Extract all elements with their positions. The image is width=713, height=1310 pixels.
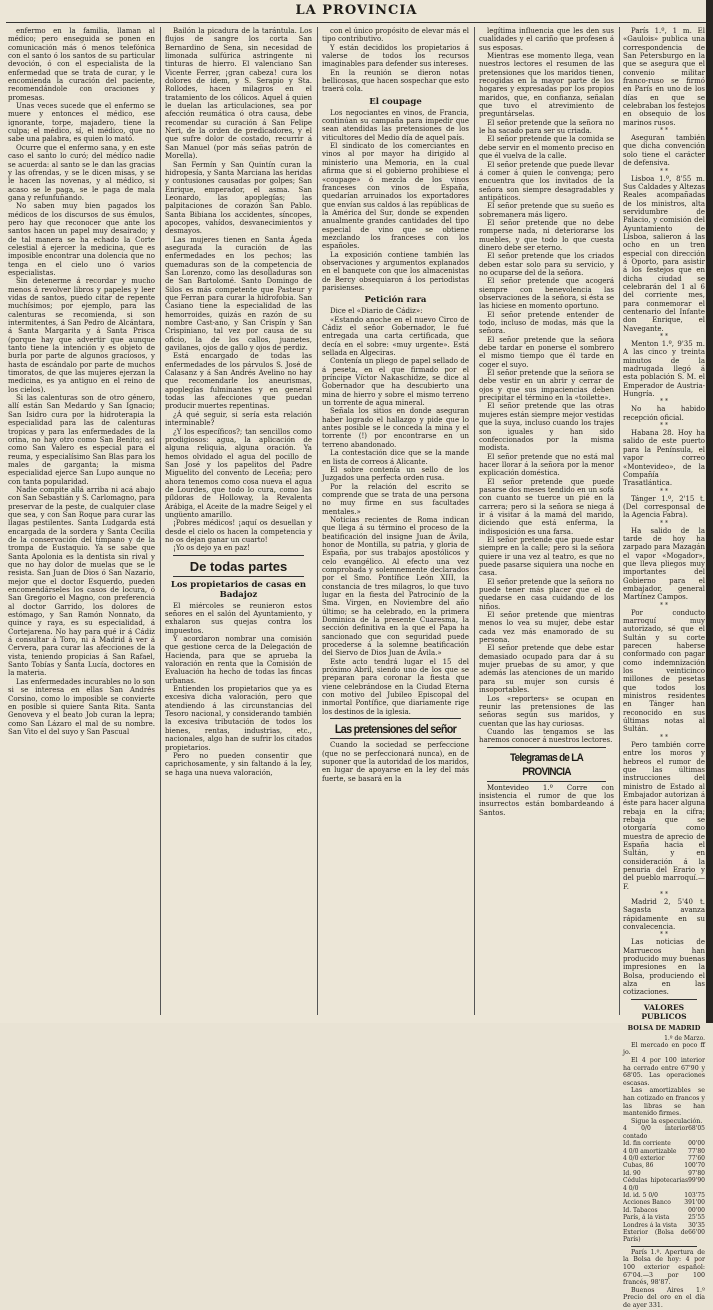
quote-value: 25'55 [688, 1214, 705, 1222]
paragraph: Dice el «Diario de Cádiz»: [330, 307, 423, 316]
section-rule [330, 718, 461, 719]
quote-label: 4 0/0 amortizable [623, 1147, 677, 1155]
paragraph: Entienden los propietarios que ya es excesiva dicha valoración, pero que atendiendo á las circunstancias del Tesoro nacional, y considerando también la excesiva tributación de todos los bienes, rentas, industrias, etc., nacionales, algo han de sufrir los citados propietarios. [165, 685, 312, 752]
quote-value: 77'80 [688, 1147, 705, 1155]
quote-label: Cédulas hipotecarias 4 0/0 [623, 1177, 689, 1192]
paragraph: París 1.º. Apertura de la Bolsa de hoy: 4 por 100 exterior español: 67'04.—3 por 100 francés, 98'87. [623, 1248, 705, 1287]
separator-asterisks: * * [660, 733, 668, 741]
column-2 [165, 27, 312, 1017]
quote-row [623, 1222, 705, 1229]
article-heading: BOLSA DE MADRID [627, 1023, 701, 1032]
quote-value: 66'00 [688, 1229, 705, 1236]
paragraph: Bailón la picadura de la tarántula. Los flujos de sangre los corta San Bernardino de Sena, sin necesidad de limonada sulfúrica astringente ni tinturas de hierro. El valenciano San Vicente Ferrer, ¡gran cabeza! cura los dolores de idem, y S. Serapio y Sta. Rollodes, hacen milagros en el tratamiento de los cólicos. Aquel á quien le duelan las articulaciones, sea por afección reumática ó otra causa, debe recomendar su curación á San Felipe Neri, de la orden de predicadores, y el que sufre dolor de costado, recurrir á San Manuel (por más señas patrón de Morella). [165, 27, 312, 161]
paragraph: El señor pretende que puede llevar á comer á quien le convenga; pero encuentra que los invitados de la señora son siempre desagradables y antipáticos. [479, 160, 614, 202]
paragraph: Este acto tendrá lugar el 15 del próximo Abril, siendo uno de los que se preparan para coronar la fiesta que viene celebrándose en la Ciudad Eterna con motivo del Jubileo Episcopal del inmortal Pontífice, que diariamente rige los destinos de la iglesia. [322, 657, 469, 716]
paragraph: Pero también corre entre los moros y hebreos el rumor de que las últimas instrucciones del ministro de Estado al Embajador autorizan á éste para hacer alguna rebaja en la cifra; rebaja que se otorgaría como muestra de aprecio de España hacia el Sultán, y en consideración á la penuria del Erario y del pueblo marroquí.—F. [623, 740, 705, 891]
paragraph: El señor pretende que la señora no puede tener más placer que el de quedarse en casa cuidando de los niños. [479, 577, 614, 611]
quote-row [623, 1214, 705, 1221]
paragraph: Cuando las tengamos se las haremos conocer á nuestros lectores. [479, 727, 614, 745]
paragraph: En la reunión se dieron notas bellicosas, que hacen sospechar que esto traerá cola. [322, 68, 469, 94]
paragraph: El señor pretende que mientras menos lo vea su mujer, debe estar cada vez más enamorado de su persona. [479, 611, 614, 645]
paragraph: Sigue la especulación. [631, 1117, 703, 1125]
separator-asterisks: * * [660, 601, 668, 609]
paragraph: El mercado en poco ff jo. [623, 1041, 705, 1057]
paragraph: El señor pretende que puede estar siempre en la calle; pero si la señora quiere ir una vez al teatro, es que no puede pasarse siquiera una noche en casa. [479, 535, 614, 578]
column-5 [623, 27, 705, 1309]
quote-row [623, 1140, 705, 1147]
paragraph: Montevideo 1.º Corre con insistencia el rumor de que los insurrectos están bombardeando á Santos. [479, 783, 614, 817]
paragraph: Noticias recientes de Roma indican que llega á su término el proceso de la beatificación del insigne Juan de Ávila, honor de Montilla, su patria, y gloria de España, por sus trabajos apostólicos y celo evangélico. Al efecto una vez comprobada y solemnemente declarados por el Smo. Pontífice León XIII, la constancia de tres milagros, lo que tuvo lugar en la fiesta del Patrocinio de la Sma. Virgen, en Noviembre del año último; se ha celebrado, en la primera Dominica de la presente Cuaresma, la sección definitiva en la que el Papa ha sancionado que con seguridad puede procederse á la solemne beatificación del Siervo de Dios Juan de Ávila.» [322, 515, 469, 658]
section-rule [330, 738, 461, 739]
separator-asterisks: * * [660, 931, 668, 939]
separator-asterisks: * * [660, 167, 668, 175]
paragraph: ¡Pobres médicos! ¡aquí os desuellan y desde el cielo os hacen la competencia y no os dejan ganar un cuarto! [165, 519, 312, 544]
quote-row [623, 1199, 705, 1206]
column-divider [474, 27, 475, 1015]
separator-asterisks: * * [660, 891, 668, 898]
paragraph: ¡Yo os dejo ya en paz! [173, 544, 250, 553]
separator-asterisks: * * [660, 333, 668, 341]
separator-asterisks: * * [660, 398, 668, 406]
page-edge [706, 0, 713, 1023]
paragraph: La contestación dice que se la mande en lista de correos á Alicante. [322, 449, 469, 466]
paragraph: Buenos Aires 1.º Precio del oro en el día de ayer 331. [623, 1286, 705, 1309]
separator-asterisks: * * [660, 487, 668, 495]
article-heading: Los propietarios de casas en Badajoz [170, 579, 307, 600]
paragraph: Habana 28. Hoy ha salido de este puerto para la Península, el vapor correo «Montevideo», de la Compañía Trasatlántica. [623, 429, 705, 488]
quote-value: 68'05 [688, 1125, 705, 1133]
quote-row [623, 1207, 705, 1214]
quote-row [623, 1162, 705, 1169]
paragraph: Ocurre que el enfermo sana, y en este caso el santo lo curó; del médico nadie se acuerda: al santo se le dan las gracias y las ofrendas, y se le dicen misas, y se le hacen las novenas, y al médico, si acaso se le paga, se le paga de mala gana y refunfuñando. [8, 143, 155, 202]
quote-row [623, 1155, 705, 1162]
quote-value: 100'70 [684, 1162, 705, 1170]
paragraph: Por la relación del escrito se comprende que se trata de una persona no muy firme en sus facultades mentales.» [322, 482, 469, 516]
paragraph: El señor pretende que no debe romperse nada, ni deteriorarse los muebles, y que todo lo que cuesta dinero debe ser eterno. [479, 218, 614, 252]
separator-asterisks: * * [660, 422, 668, 430]
separator-asterisks: * * [660, 519, 668, 527]
quote-label: Id. id. 5 0/0 [623, 1191, 658, 1199]
masthead-title: LA PROVINCIA [295, 3, 418, 18]
quote-value: 77'60 [688, 1154, 705, 1162]
paragraph: El señor pretende que la señora se debe vestir en un abrir y cerrar de ojos y que sus impaciencias deben precipitar el término en la «toilette». [479, 369, 614, 403]
column-divider [160, 27, 161, 1015]
paragraph: Nadie compite allá arriba ni acá abajo con San Sebastián y S. Carlomagno, para preservar de la peste, de cualquier clase que sea, y con San Roque para curar las llagas pestilentes. Santa Ludgarda está encargada de la sordera y Santa Cecilia de la conservación del tímpano y de la trompa de Eustaquio. Ya se sabe que Santa Apolonia es la dentista sin rival y que no hay dolor de muelas que se le resista. San Juan de Dios ó San Nazario, mejor que el doctor Esquerdo, pueden encomendárseles los casos de locura, ó San Gregorio el Magno, con preferencia al doctor Garrido, los dolores de estómago, y San Ramón Nonnato, da quince y raya, es su especialidad, á Cortejarena. No hay para qué ir á Cádiz á consultar á Toro, ni á Madrid á ver á Cervera, para curar las afecciones de la vista, teniendo propicias á San Rafael, Santo Tobías y Santa Lucía, doctores en la materia. [8, 485, 155, 678]
paragraph: El señor pretende que la señora no le ha sacado para ser su criada. [479, 118, 614, 136]
column-divider [619, 27, 620, 1015]
paragraph: con el único propósito de elevar más el tipo contributivo. [322, 27, 469, 44]
quote-label: Exterior (Bolsa de París) [623, 1229, 689, 1244]
quote-label: Id. fin corriente [623, 1140, 671, 1148]
section-rule [631, 999, 697, 1000]
paragraph: legítima influencia que les den sus cualidades y el cariño que profesen á sus esposas. [479, 27, 614, 52]
paragraph: El señor pretende que debe estar demasiado ocupado para dar á su mujer pruebas de su amor, y que además las atenciones de un marido para su mujer son cursis é insoportables. [479, 644, 614, 695]
paragraph: El señor pretende que la comida se debe servir en el momento preciso en que él vuelva de la calle. [479, 135, 614, 161]
quote-value: 99'90 [688, 1177, 705, 1185]
article-heading: Petición rara [364, 295, 427, 306]
paragraph: Contenía un pliego de papel sellado de á peseta, en el que firmado por el príncipe Víctor Nakaschidze, se dice al Gobernador que ha descubierto una mina de hierro y sobre el mismo terreno un torrente de agua mineral. [322, 357, 469, 408]
bolsa-date: 1.º de Marzo. [664, 1034, 705, 1042]
paragraph: Madrid 2, 5'40 t. Sagasta avanza rápidamente en su convalecencia. [623, 898, 705, 932]
paragraph: «Estando anoche en el nuevo Circo de Cádiz el señor Gobernador, le fué entregada una carta certificada, que decía en el sobre: «muy urgente». Está sellada en Algeciras. [322, 315, 469, 358]
quote-value: 103'75 [684, 1191, 705, 1199]
paragraph: El miércoles se reunieron estos señores en el salón del Ayuntamiento, y exhalaron sus quejas contra los impuestos. [165, 601, 312, 635]
quote-row [623, 1229, 705, 1244]
paragraph: El señor pretende que puede pasarse dos meses tendido en un sofá con cuanto se tuerce un pié en la carrera; pero si la señora se niega á ir á visitar á la mamá del marido, diciendo que está enferma, la indisposición es una farsa. [479, 477, 614, 536]
paragraph: Las amortizables se han cotizado en francos y las libras se han mantenido firmes. [623, 1087, 705, 1118]
paragraph: Ha salido de la tarde de hoy ha zarpado para Mazagán el vapor «Mogador», que lleva pliegos muy importantes del Gobierno para el embajador, general Martínez Campos. [623, 526, 705, 602]
paragraph: Las noticias de Marruecos han producido muy buenas impresiones en la Bolsa, produciendo el alza en las cotizaciones. [623, 938, 705, 997]
paragraph: enfermo en la familia, llaman al médico; pero enseguida se ponen en comunicación más ó menos telefónica con el santo ó los santos de su particular devoción, ó con el especialista de la enfermedad que se trata de curar, y le encomienda la curación del paciente, recomendándole con oraciones y promesas. [8, 27, 155, 102]
section-heading: De todas partes [189, 558, 288, 574]
article-heading: Las pretensiones del señor [334, 722, 457, 737]
section-heading: VALORES PUBLICOS [641, 1002, 687, 1021]
quote-label: 4 0/0 exterior [623, 1154, 665, 1162]
paragraph: Tánger 1.º, 2'15 t. (Del corresponsal de la Agencia Fabra). [623, 494, 705, 520]
section-rule [487, 781, 606, 782]
paragraph: Las mujeres tienen en Santa Ágeda asegurada la curación de las enfermedades en los pechos; las quemaduras son de la competencia de San Lorenzo, como las desolladuras son de San Bartolomé. Santo Domingo de Silos es más competente que Pasteur y que Ferran para curar la hidrofobia. San Casiano tiene la especialidad de las hemorroides, quizás en razón de su nombre Cast-ano, y San Crispín y San Crispiniano, tal vez por causa de su oficio, la de los callos, juanetes, gavilanes, ojos de gallo y ojos de perdiz. [165, 235, 312, 353]
paragraph: San Fermín y San Quintín curan la hidropesía, y Santa Marciana las heridas y contusiones causadas por golpes; San Enrique, emperador, el asma. San Leonardo, las apoplegías; las palpitaciones de corazón San Pablo. Santa Bibiana los accidentes, síncopes, apocopes, vahídos, desvanecimientos y desmayos. [165, 160, 312, 236]
quote-row [623, 1192, 705, 1199]
paragraph: Pero no pueden consentir que caprichosamente, y sin faltando á la ley, se haga una nueva valoración, [165, 751, 312, 777]
column-divider [317, 27, 318, 1015]
quote-label: París, á la vista [623, 1214, 670, 1222]
paragraph: El sindicato de los comerciantes en vinos al por mayor ha dirigido al ministerio una Memoria, en la cual afirma que si el gobierno prohibiese el «coupage» ó mezcla de los vinos franceses con vinos de España, quedarían arruinados los exportadores que envían sus caldos á las repúblicas de la América del Sur, donde se expenden anualmente grandes cantidades del tipo especial de vino que se obtiene mezclando los franceses con los españoles. [322, 142, 469, 251]
paragraph: El señor pretende que la señora debe tardar en ponerse el sombrero el mismo tiempo que él tarde en coger el suyo. [479, 335, 614, 369]
paragraph: No ha habido recepción oficial. [623, 405, 705, 422]
paragraph: La exposición contiene también las observaciones y argumentos explanados en el banquete con que los almacenistas de Bercy obsequiaron á los periodistas parisienses. [322, 250, 469, 292]
paragraph: El 4 por 100 interior ha cerrado entre 67'90 y 68'05. Las operaciones escasas. [623, 1056, 705, 1087]
quote-value: 00'00 [688, 1206, 705, 1214]
paragraph: El señor pretende que las otras mujeres están siempre mejor vestidas que la suya, incluso cuando los trajes son iguales y han sido confeccionados por la misma modista. [479, 402, 614, 453]
paragraph: El señor pretende que no está mal hacer llorar á la señora por la menor explicación doméstica. [479, 452, 614, 478]
column-1 [8, 27, 155, 1017]
paragraph: París 1.º, 1 m. El «Gaulois» publica una correspondencia de San Petersburgo en la que se asegura que el convenio militar franco-ruso se firmó en París en uno de los días en que se celebraban los festejos en obsequio de los marinos rusos. [623, 27, 705, 127]
masthead-rule [6, 22, 707, 23]
paragraph: No saben muy bien pagados los médicos de los discursos de sus émulos, pero hay que reconocer que ante los santos hacen un papel muy desairado; y de tal manera se ha echado la Corte celestial á ejercer la medicina, que es imposible encontrar una dolencia que no tenga en el cielo uno ó varios especialistas. [8, 202, 155, 277]
paragraph: El señor pretende que los criados deben estar solo para su servicio, y no ocuparse del de la señora. [479, 252, 614, 277]
quote-row [623, 1170, 705, 1177]
paragraph: Los negociantes en vinos, de Francia, continúan su campaña para impedir que sean atendidas las pretensiones de los viticultores del Medio día de aquel país. [322, 108, 469, 142]
paragraph: Sin detenerme á recordar y mucho menos á revolver libros y papeles y leer vidas de santos, puedo citar de repente muchísimos; por ejemplo, para las calenturas se recomienda, si son intermitentes, á San Pedro de Alcántara, á Santa Margarita y á Santa Prisca (porque hay que advertir que aunque tanto tiene la intención y es objeto de burla por parte de algunos graciosos, y hasta de escándalo por parte de muchos timoratos, de que las mujeres ejerzan la medicina, es ya antiguo en el reino de los cielos). [8, 277, 155, 394]
paragraph: Señala los sitios en donde aseguran haber logrado el hallazgo y pide que lo antes posible se le conceda la mina y el torrente (!) por encontrarse en un terreno abandonado. [322, 407, 469, 449]
paragraph: Y están decididos los propietarios á valerse de todos los recursos imaginables para defender sus intereses. [322, 43, 469, 69]
paragraph: Por conducto marroquí muy autorizado, sé que el Sultán y su corte parecen haberse conformado con pagar como indemnización los veinticinco millones de pesetas que todos los ministros residentes en Tánger han reconocido en sus últimas notas al Sultán. [623, 608, 705, 734]
quote-label: 4 0/0 interior contado [623, 1125, 689, 1140]
quote-row [623, 1125, 705, 1140]
section-rule [631, 1246, 697, 1247]
paragraph: ¿Á qué seguir, si sería esta relación interminable? [165, 410, 312, 428]
quote-value: 391'00 [684, 1199, 705, 1207]
paragraph: Lisboa 1.º, 8'55 m. Sus Caldades y Altezas Reales acompañadas de los ministros, alta servidumbre de Palacio, y comisión del Ayuntamiento de Lisboa, salieron á las ocho en un tren especial con dirección á Oporto, para asistir á los festejos que en dicha ciudad se celebrarán del 1 al 6 del corriente mes, para conmemorar el centenario del Infante don Enrique, el Navegante. [623, 174, 705, 333]
paragraph: ¿Y los específicos?; tan sencillos como prodigiosos: agua, la aplicación de alguna reliquia, alguna oración. Ya hemos olvidado el agua del pocillo de San José y los papelitos del Padre Miguelito del convento de Leceña; pero ahora tenemos como cosa nueva el agua de Lourdes, que todo lo cura, como las píldoras de Holloway, la Revalenta Arábiga, el Aceite de la madre Seigel y el ungüento amarillo. [165, 427, 312, 519]
quote-row [623, 1177, 705, 1192]
paragraph: El señor pretende que acogerá siempre con benevolencia las observaciones de la señora, si ésta se las hiciese en momento oportuno. [479, 277, 614, 311]
column-3 [322, 27, 469, 1017]
quote-label: Id. 90 [623, 1169, 641, 1177]
quote-label: Acciones Banco [623, 1199, 671, 1207]
section-rule [173, 555, 304, 556]
paragraph: Menton 1.º, 9'35 m. A las cinco y treinta minutos de la madrugada llegó á esta población S. M. el Emperador de Austria-Hungría. [623, 340, 705, 399]
paragraph: Cuando la sociedad se perfeccione (que no se perfeccionará nunca), en de suponer que la autoridad de los maridos, en lugar de apoyarse en la ley del más fuerte, se basará en la [322, 741, 469, 783]
quote-value: 30'35 [688, 1221, 705, 1229]
paragraph: Aseguran también que dicha convención solo tiene el carácter de defensiva. [623, 134, 705, 168]
quote-value: 97'80 [688, 1169, 705, 1177]
section-rule [487, 747, 606, 748]
separator-asterisks: * * [660, 127, 668, 135]
paragraph: Las enfermedades incurables no lo son si se interesa en ellas San Andrés Corsino, como lo imposible se convierte en posible si quiere Santa Rita. Santa Genoveva y el beato Job curan la lepra; como San Lázaro el mal de su nombre. San Vito el del suyo y San Pascual [8, 677, 155, 736]
paragraph: Está encargado de todas las enfermedades de los párvulos S. José de Calasanz y á San Andrés Avelino no hay que recomendarle los aneurismas, apoplegías fulminantes y en general todas las afecciones que puedan producir muertes repentinas. [165, 352, 312, 411]
quote-label: Cubas, 86 [623, 1162, 654, 1170]
paragraph: Mientras ese momento llega, vean nuestros lectores el resumen de las pretensiones que los maridos tienen, recogidas en la mayor parte de los hogares y expresadas por los propios maridos, que, en confianza, señalan que tuvo el atrevimiento de preguntárselas. [479, 52, 614, 119]
paragraph: Unas veces sucede que el enfermo se muere y entonces el médico, ese ignorante, torpe, majadero, tiene la culpa; el médico, sí, el médico, que no sabe una palabra, es quien lo mató. [8, 102, 155, 144]
paragraph: El sobre contenía un sello de los Juzgados una perfecta orden rusa. [322, 465, 469, 483]
quote-row [623, 1148, 705, 1155]
paragraph: El señor pretende entender de todo, incluso de modas, más que la señora. [479, 310, 614, 336]
article-heading: El coupage [369, 96, 422, 107]
paragraph: Si las calenturas son de otro género, allí están San Medardo y San Ignacio; San Isidro cura por la hidroterapia la especialidad para las de calenturas tropicas y para las enfermedades de la orina, no hay otro como San Benito; así como San Valero es especial para el reuma, y especialísimo San Blas para los males de garganta; la misma especialidad ejerce San Lupo aunque no con tanta popularidad. [8, 394, 155, 486]
paragraph: Y acordaron nombrar una comisión que gestione cerca de la Delegación de Hacienda, para que se aprueba la valoración en renta que la Comisión de Evaluación ha hecho de todas las fincas urbanas. [165, 635, 312, 685]
section-rule [173, 576, 304, 577]
quote-label: Londres á la vista [623, 1221, 677, 1229]
section-heading: Telegramas de LA PROVINCIA [509, 751, 584, 778]
paragraph: Los «reporters» se ocupan en reunir las pretensiones de las señoras según sus maridos, y cuentan que las hay curiosas. [479, 694, 614, 728]
quote-label: Id. Tabacos [623, 1206, 658, 1214]
quote-value: 00'00 [688, 1140, 705, 1148]
paragraph: El señor pretende que su sueño es sobremanera más ligero. [479, 202, 614, 219]
column-4 [479, 27, 614, 1017]
